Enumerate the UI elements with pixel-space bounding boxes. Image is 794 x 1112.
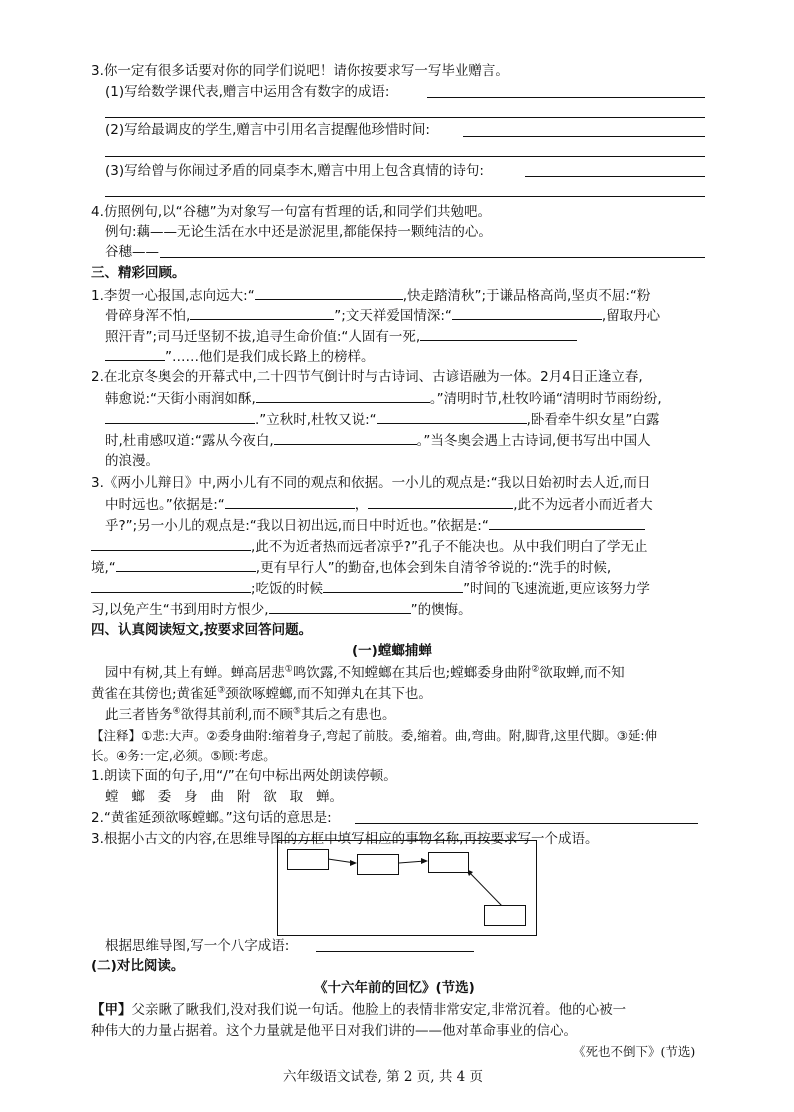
mind-map-box-3[interactable] — [428, 852, 469, 873]
s3-q2-line-4: 时,杜甫感叹道:“露从今夜白, 。”当冬奥会遇上古诗词,便书写出中国人 — [105, 433, 651, 449]
s3-q3-line-2: 中时远也。”依据是:“ ， ,此不为远者小而近者大 — [105, 497, 653, 513]
answer-blank[interactable] — [489, 516, 645, 530]
idiom-question: 根据思维导图,写一个八字成语: — [105, 938, 290, 954]
answer-blank[interactable] — [420, 327, 577, 341]
question-3-part-2: (2)写给最调皮的学生,赠言中引用名言提醒他珍惜时间: — [105, 122, 430, 138]
mind-map-box-2[interactable] — [357, 854, 399, 875]
answer-blank[interactable] — [255, 286, 403, 300]
answer-blank[interactable] — [323, 579, 463, 593]
answer-line[interactable] — [105, 156, 705, 157]
s3-q3-line-6: ;吃饭的时候 ”时间的飞速流逝,更应该努力学 — [91, 579, 650, 598]
jia-source: 《死也不倒下》(节选) — [573, 1044, 696, 1059]
s3-q3-line-5: 境,“ ,更有早行人”的勤奋,也体会到朱自清爷爷说的:“洗手的时候, — [91, 560, 612, 576]
pause-sentence: 螳 螂 委 身 曲 附 欲 取 蝉。 — [105, 789, 343, 805]
s3-q1-line-2: 骨碎身浑不怕, ”;文天祥爱国情深:“ ,留取丹心 — [105, 308, 661, 324]
s4-question-3: 3.根据小古文的内容,在思维导图的方框中填写相应的事物名称,再按要求写一个成语。 — [91, 831, 599, 847]
s3-q2-line-5: 的浪漫。 — [105, 453, 159, 469]
s3-q1-line-1: 1.李贺一心报国,志向远大:“ ,快走踏清秋”;于谦品格高尚,坚贞不屈:“粉 — [91, 288, 651, 304]
passage-1-title: (一)螳螂捕蝉 — [352, 643, 432, 659]
question-3-part-3: (3)写给曾与你闹过矛盾的同桌李木,赠言中用上包含真情的诗句: — [105, 163, 484, 179]
mind-map — [277, 840, 537, 936]
s3-q3-line-4: ,此不为近者热而远者凉乎?”孔子不能决也。从中我们明白了学无止 — [91, 537, 647, 556]
question-3-part-1: (1)写给数学课代表,赠言中运用含有数字的成语: — [105, 84, 390, 100]
answer-line[interactable] — [105, 196, 705, 197]
passage-line-3: 此三者皆务④欲得其前利,而不顾⑤其后之有患也。 — [105, 706, 396, 723]
question-3-intro: 3.你一定有很多话要对你的同学们说吧！请你按要求写一写毕业赠言。 — [91, 63, 509, 79]
s3-q1-line-4: ”……他们是我们成长路上的榜样。 — [105, 347, 375, 366]
answer-blank[interactable] — [368, 495, 513, 509]
answer-line[interactable] — [355, 823, 698, 824]
mind-map-box-4[interactable] — [484, 905, 526, 926]
mind-map-box-1[interactable] — [287, 849, 329, 870]
answer-blank[interactable] — [116, 558, 256, 572]
answer-blank[interactable] — [377, 410, 527, 424]
section-3-title: 三、精彩回顾。 — [91, 265, 186, 281]
answer-blank[interactable] — [105, 410, 255, 424]
s3-q3-line-3: 乎?”;另一小儿的观点是:“我以日初出远,而日中时近也。”依据是:“ — [105, 516, 645, 535]
s3-q3-line-1: 3.《两小儿辩日》中,两小儿有不同的观点和依据。一小儿的观点是:“我以日始初时去人近,而日 — [91, 475, 651, 491]
jia-line-2: 种伟大的力量占据着。这个力量就是他平日对我们讲的——他对革命事业的信心。 — [91, 1023, 577, 1039]
answer-line[interactable] — [463, 136, 705, 137]
s4-question-1: 1.朗读下面的句子,用“/”在句中标出两处朗读停顿。 — [91, 768, 397, 784]
answer-blank[interactable] — [256, 389, 430, 403]
annotation-line-1: 【注释】①悲:大声。②委身曲附:缩着身子,弯起了前肢。委,缩着。曲,弯曲。附,脚背,这里代脚。③延:伸 — [91, 728, 658, 743]
s4-question-2: 2.“黄雀延颈欲啄螳螂。”这句话的意思是: — [91, 810, 332, 826]
passage-line-2: 黄雀在其傍也;黄雀延③颈欲啄螳螂,而不知弹丸在其下也。 — [91, 685, 432, 702]
question-4-answer-prefix: 谷穗—— — [105, 244, 159, 260]
answer-line[interactable] — [160, 257, 705, 258]
s3-q3-line-7: 习,以免产生“书到用时方恨少, ”的懊悔。 — [91, 602, 472, 618]
annotation-line-2: 长。④务:一定,必须。⑤顾:考虑。 — [91, 748, 276, 763]
answer-blank[interactable] — [91, 579, 251, 593]
s3-q2-line-1: 2.在北京冬奥会的开幕式中,二十四节气倒计时与古诗词、古谚语融为一体。2月4日正逢立春, — [91, 369, 643, 385]
answer-blank[interactable] — [91, 537, 251, 551]
answer-line[interactable] — [525, 176, 705, 177]
answer-blank[interactable] — [452, 306, 602, 320]
passage-line-1: 园中有树,其上有蝉。蝉高居悲①鸣饮露,不知螳螂在其后也;螳螂委身曲附②欲取蝉,而不知 — [105, 664, 625, 681]
section-4-title: 四、认真阅读短文,按要求回答问题。 — [91, 622, 313, 638]
page-footer: 六年级语文试卷, 第 2 页, 共 4 页 — [283, 1069, 484, 1085]
part-2-title: (二)对比阅读。 — [91, 958, 185, 974]
answer-blank[interactable] — [190, 306, 334, 320]
question-4-intro: 4.仿照例句,以“谷穗”为对象写一句富有哲理的话,和同学们共勉吧。 — [91, 204, 491, 220]
answer-blank[interactable] — [225, 495, 355, 509]
s3-q1-line-3: 照汗青”;司马迁坚韧不拔,追寻生命价值:“人固有一死, — [105, 327, 577, 346]
answer-blank[interactable] — [274, 431, 417, 445]
s3-q2-line-2: 韩愈说:“天街小雨润如酥, 。”清明时节,杜牧吟诵“清明时节雨纷纷, — [105, 391, 662, 407]
answer-line[interactable] — [427, 97, 705, 98]
reading-title: 《十六年前的回忆》(节选) — [314, 980, 475, 996]
question-4-example: 例句:藕——无论生活在水中还是淤泥里,都能保持一颗纯洁的心。 — [105, 224, 492, 240]
answer-blank[interactable] — [269, 600, 411, 614]
answer-line[interactable] — [316, 951, 474, 952]
answer-line[interactable] — [105, 117, 705, 118]
s3-q2-line-3: .”立秋时,杜牧又说:“ ,卧看牵牛织女星”白露 — [105, 410, 659, 429]
jia-line-1: 【甲】父亲瞅了瞅我们,没对我们说一句话。他脸上的表情非常安定,非常沉着。他的心被一 — [91, 1002, 627, 1018]
answer-blank[interactable] — [105, 347, 165, 361]
